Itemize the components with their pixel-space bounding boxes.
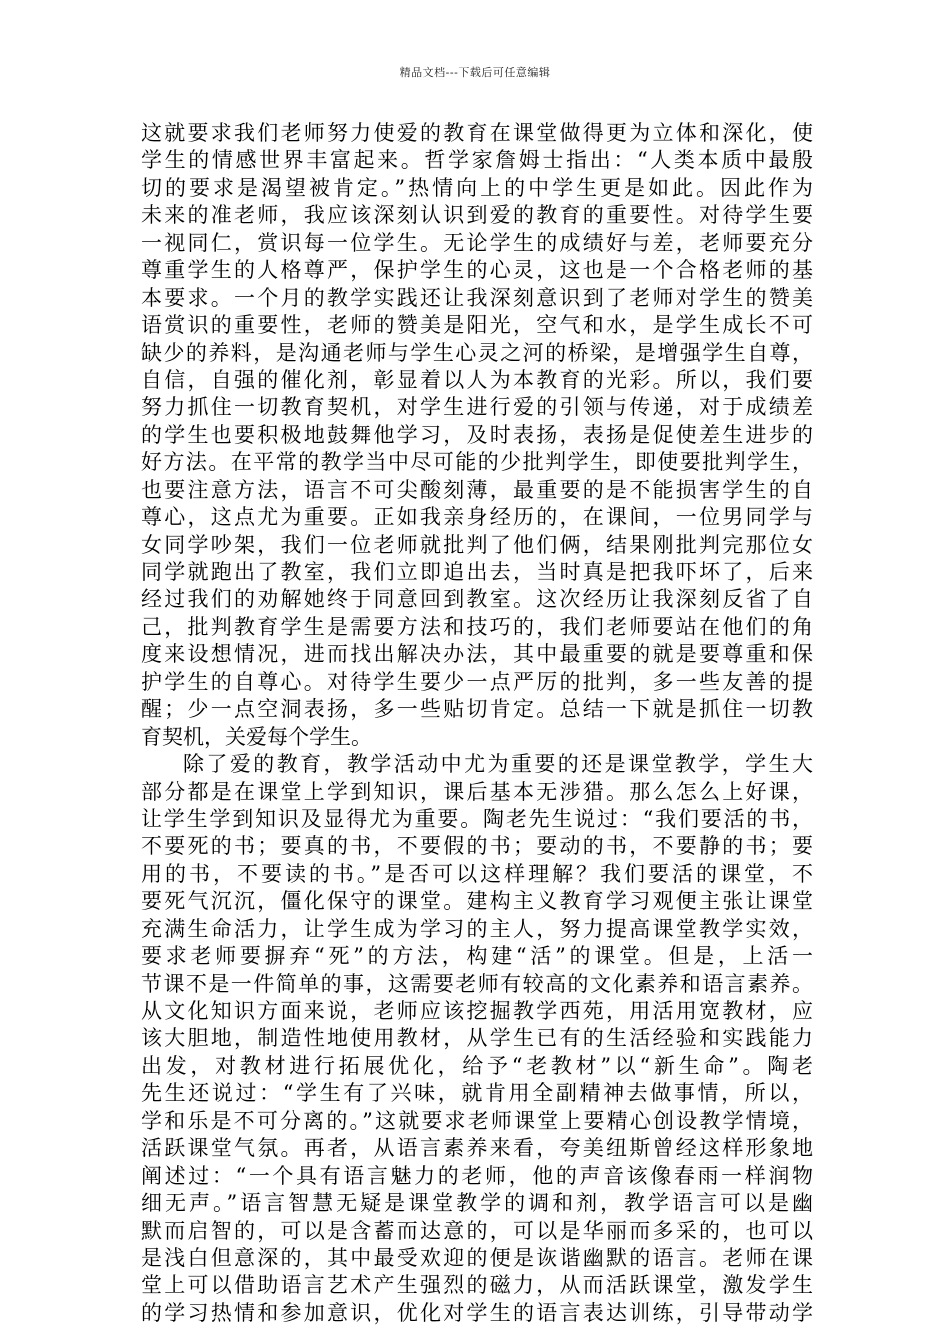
text-line: 部分都是在课堂上学到知识，课后基本无涉猎。那么怎么上好课， (141, 779, 813, 804)
text-line: 自信，自强的催化剂，彰显着以人为本教育的光彩。所以，我们要 (141, 367, 813, 392)
text-line: 要求老师要摒弃“死”的方法，构建“活”的课堂。但是，上活一 (141, 944, 813, 969)
text-line: 护学生的自尊心。对待学生要少一点严厉的批判，多一些友善的提 (141, 669, 813, 694)
text-line: 节课不是一件简单的事，这需要老师有较高的文化素养和语言素养。 (141, 971, 813, 996)
text-line: 切的要求是渴望被肯定。”热情向上的中学生更是如此。因此作为 (141, 175, 813, 200)
paragraph (141, 120, 813, 751)
text-line: 学生的情感世界丰富起来。哲学家詹姆士指出：“人类本质中最殷 (141, 148, 813, 173)
text-line: 育契机，关爱每个学生。 (141, 724, 372, 749)
text-line: 女同学吵架，我们一位老师就批判了他们俩，结果刚批判完那位女 (141, 532, 813, 557)
text-line: 是浅白但意深的，其中最受欢迎的便是诙谐幽默的语言。老师在课 (141, 1245, 813, 1270)
text-line: 默而启智的，可以是含蓄而达意的，可以是华丽而多采的，也可以 (141, 1218, 813, 1243)
text-line: 的学生也要积极地鼓舞他学习，及时表扬，表扬是促使差生进步的 (141, 422, 813, 447)
text-line: 先生还说过：“学生有了兴味，就肯用全副精神去做事情，所以， (141, 1081, 813, 1106)
text-line: 的学习热情和参加意识，优化对学生的语言表达训练，引导带动学 (141, 1300, 813, 1325)
text-line: 努力抓住一切教育契机，对学生进行爱的引领与传递，对于成绩差 (141, 395, 813, 420)
text-line: 不要死的书；要真的书，不要假的书；要动的书，不要静的书；要 (141, 834, 813, 859)
text-line: 活跃课堂气氛。再者，从语言素养来看，夸美纽斯曾经这样形象地 (141, 1136, 813, 1161)
text-line: 出发，对教材进行拓展优化，给予“老教材”以“新生命”。陶老 (141, 1053, 813, 1078)
page-header: 精品文档---下载后可任意编辑 (399, 66, 551, 79)
text-line: 这就要求我们老师努力使爱的教育在课堂做得更为立体和深化，使 (141, 121, 813, 145)
text-line: 用的书，不要读的书。”是否可以这样理解？我们要活的课堂，不 (141, 861, 813, 886)
text-line: 未来的准老师，我应该深刻认识到爱的教育的重要性。对待学生要 (141, 203, 813, 228)
text-line: 细无声。”语言智慧无疑是课堂教学的调和剂，教学语言可以是幽 (141, 1191, 813, 1216)
paragraph (141, 751, 813, 1327)
document-body (141, 120, 813, 1327)
text-line: 该大胆地，制造性地使用教材，从学生已有的生活经验和实践能力 (141, 1026, 813, 1051)
text-line: 也要注意方法，语言不可尖酸刻薄，最重要的是不能损害学生的自 (141, 477, 813, 502)
text-line: 要死气沉沉，僵化保守的课堂。建构主义教育学习观便主张让课堂 (141, 889, 813, 914)
text-line: 堂上可以借助语言艺术产生强烈的磁力，从而活跃课堂，激发学生 (141, 1273, 813, 1298)
text-line: 缺少的养料，是沟通老师与学生心灵之河的桥梁，是增强学生自尊， (141, 340, 813, 365)
text-line: 学和乐是不可分离的。”这就要求老师课堂上要精心创设教学情境， (141, 1108, 813, 1133)
text-line: 让学生学到知识及显得尤为重要。陶老先生说过：“我们要活的书， (141, 806, 813, 831)
text-line: 阐述过：“一个具有语言魅力的老师，他的声音该像春雨一样润物 (141, 1163, 813, 1188)
text-line: 度来设想情况，进而找出解决办法，其中最重要的就是要尊重和保 (141, 642, 813, 667)
text-line: 尊心，这点尤为重要。正如我亲身经历的，在课间，一位男同学与 (141, 505, 813, 530)
text-line: 从文化知识方面来说，老师应该挖掘教学西苑，用活用宽教材，应 (141, 999, 813, 1023)
text-line: 一视同仁，赏识每一位学生。无论学生的成绩好与差，老师要充分 (141, 230, 813, 255)
text-line: 好方法。在平常的教学当中尽可能的少批判学生，即使要批判学生， (141, 450, 813, 475)
text-line: 己，批判教育学生是需要方法和技巧的，我们老师要站在他们的角 (141, 614, 813, 639)
text-line: 醒；少一点空洞表扬，多一些贴切肯定。总结一下就是抓住一切教 (141, 697, 813, 722)
text-line: 本要求。一个月的教学实践还让我深刻意识到了老师对学生的赞美 (141, 285, 813, 310)
text-line: 除了爱的教育，教学活动中尤为重要的还是课堂教学，学生大 (183, 752, 813, 777)
text-line: 尊重学生的人格尊严，保护学生的心灵，这也是一个合格老师的基 (141, 258, 813, 283)
text-line: 经过我们的劝解她终于同意回到教室。这次经历让我深刻反省了自 (141, 587, 813, 612)
text-line: 充满生命活力，让学生成为学习的主人，努力提高课堂教学实效， (141, 916, 813, 941)
text-line: 同学就跑出了教室，我们立即追出去，当时真是把我吓坏了，后来 (141, 560, 813, 584)
text-line: 语赏识的重要性，老师的赞美是阳光，空气和水，是学生成长不可 (141, 313, 813, 338)
